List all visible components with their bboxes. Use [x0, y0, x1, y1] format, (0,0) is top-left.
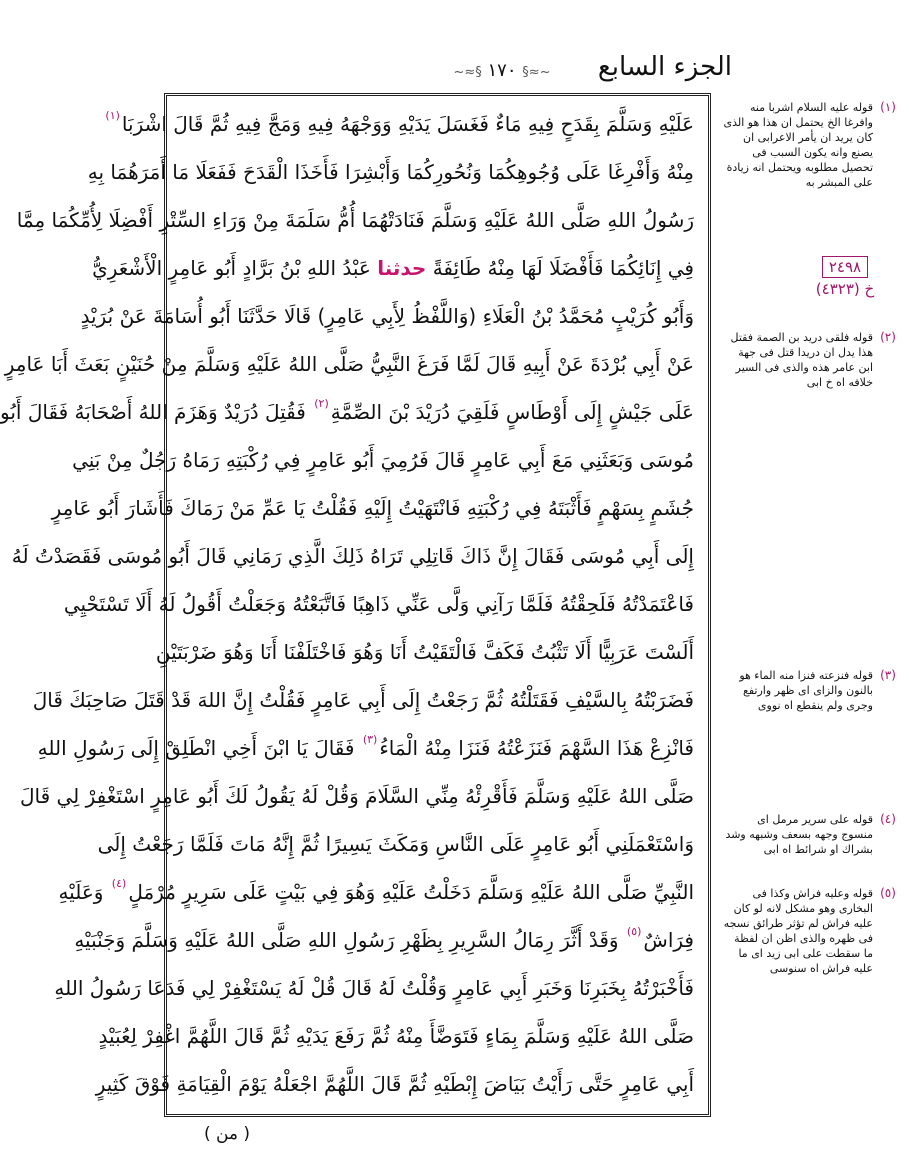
- text-line: [74, 914, 694, 966]
- cross-reference: [800, 256, 890, 298]
- footnote-ref[interactable]: (٢): [314, 397, 329, 410]
- text-line: أَلَسْتَ عَرَبِيًّا أَلَا تَثْبُتُ فَكَفَّ فَالْتَقَيْتُ أَنَا وَهُوَ فَاخْتَلَفْنَا أَنَا وَهُوَ ضَرْبَتَيْنِ: [155, 640, 694, 664]
- main-text-box: [0, 93, 711, 1117]
- ornament-right: §≈~: [522, 65, 551, 80]
- text-line: جُشَمٍ بِسَهْمٍ فَأَثْبَتَهُ فِي رُكْبَتِهِ فَانْتَهَيْتُ إِلَيْهِ فَقُلْتُ يَا عَمِّ مَنْ رَمَاكَ فَأَشَارَ أَبُو عَامِرٍ: [51, 496, 694, 520]
- text-segment: فَانْزِعْ هَذَا السَّهْمَ فَنَزَعْتُهُ فَنَزَا مِنْهُ الْمَاءُ: [379, 736, 694, 760]
- text-line: فَاعْتَمَدْتُهُ فَلَحِقْتُهُ فَلَمَّا رَآنِي وَلَّى عَنِّي ذَاهِبًا فَاتَّبَعْتُهُ وَجَعَلْتُ أَقُولُ لَهُ أَلَا تَسْتَحْيِي: [63, 592, 694, 616]
- text-segment: فَقُتِلَ دُرَيْدٌ وَهَزَمَ اللهُ أَصْحَابَهُ فَقَالَ أَبُو: [0, 400, 306, 424]
- footnote-ref[interactable]: (١): [105, 109, 120, 122]
- side-note-number: (٥): [880, 886, 896, 900]
- text-line: وَاسْتَعْمَلَنِي أَبُو عَامِرٍ عَلَى النَّاسِ وَمَكَثَ يَسِيرًا ثُمَّ إِنَّهُ مَاتَ فَلَمَّا رَجَعْتُ إِلَى: [97, 832, 694, 856]
- text-segment: فَقَالَ يَا ابْنَ أَخِي انْطَلِقْ إِلَى رَسُولِ اللهِ: [37, 736, 355, 760]
- text-line: فَأَخْبَرْتُهُ بِخَبَرِنَا وَخَبَرِ أَبِي عَامِرٍ وَقُلْتُ لَهُ قَالَ قُلْ لَهُ يَسْتَغْفِرْ لِي فَدَعَا رَسُولُ اللهِ: [54, 976, 694, 1000]
- text-line: [105, 98, 694, 150]
- side-note-text: قوله عليه السلام اشربا منه وافرغا الخ يحتمل ان هذا هو الذى كان يريد ان يأمر الاعرابى ان يصنع وانه يكون السبب فى تحصيل مطلوبه ويحتمل انه زيادة على المبشر به: [723, 101, 873, 189]
- text-line: إِلَى أَبِي مُوسَى فَقَالَ إِنَّ ذَاكَ قَاتِلِي تَرَاهُ ذَلِكَ الَّذِي رَمَانِي قَالَ أَبُو مُوسَى فَقَصَدْتُ لَهُ: [11, 544, 694, 568]
- text-line: عَنْ أَبِي بُرْدَةَ عَنْ أَبِيهِ قَالَ لَمَّا فَرَغَ النَّبِيُّ صَلَّى اللهُ عَلَيْهِ وَسَلَّمَ مِنْ حُنَيْنٍ بَعَثَ أَبَا عَامِرٍ: [4, 352, 694, 376]
- text-line: [58, 866, 694, 918]
- page-number: [402, 60, 602, 81]
- side-note-text: قوله وعليه فراش وكذا فى البخارى وهو مشكل لانه لو كان عليه فراش لم تؤثر طرائق نسجه فى ظهره والذى اظن ان لفظة ما سقطت على ابى زيد اى ما عليه فراش اه سنوسى: [723, 887, 873, 975]
- side-note-number: (٤): [880, 812, 896, 826]
- footnote-ref[interactable]: (٣): [362, 733, 378, 746]
- side-note-text: قوله فلقى دريد بن الصمة فقتل هذا يدل ان دريدا قتل فى جهة ابن عامر هذه والذى فى السير خلافه اه خ ابى: [730, 331, 873, 389]
- text-segment: النَّبِيِّ صَلَّى اللهُ عَلَيْهِ وَسَلَّمَ دَخَلْتُ عَلَيْهِ وَهُوَ فِي بَيْتٍ عَلَى سَرِيرٍ مُرْمَلٍ: [128, 880, 694, 904]
- text-line: مُوسَى وَبَعَثَنِي مَعَ أَبِي عَامِرٍ قَالَ فَرُمِيَ أَبُو عَامِرٍ فِي رُكْبَتِهِ رَمَاهُ رَجُلٌ مِنْ بَنِي: [72, 448, 694, 472]
- side-note-number: (١): [880, 100, 896, 114]
- volume-title: الجزء السابع: [597, 52, 732, 82]
- text-segment: فِي إِنَائِكُمَا فَأَفْضَلَا لَهَا مِنْهُ طَائِفَةً: [432, 256, 694, 280]
- text-line: فَضَرَبْتُهُ بِالسَّيْفِ فَقَتَلْتُهُ ثُمَّ رَجَعْتُ إِلَى أَبِي عَامِرٍ فَقُلْتُ إِنَّ اللهَ قَدْ قَتَلَ صَاحِبَكَ قَالَ: [32, 688, 694, 712]
- side-note-number: (٣): [880, 668, 896, 682]
- text-line: أَبِي عَامِرٍ حَتَّى رَأَيْتُ بَيَاضَ إِبْطَيْهِ ثُمَّ قَالَ اللَّهُمَّ اجْعَلْهُ يَوْمَ الْقِيَامَةِ فَوْقَ كَثِيرٍ: [95, 1072, 694, 1096]
- text-line: [0, 386, 694, 438]
- footnote-ref[interactable]: (٥): [626, 925, 642, 938]
- text-line: مِنْهُ وَأَفْرِغَا عَلَى وُجُوهِكُمَا وَنُحُورِكُمَا وَأَبْشِرَا فَأَخَذَا الْقَدَحَ فَفَعَلَا مَا أَمَرَهُمَا بِهِ: [87, 160, 694, 184]
- text-line: صَلَّى اللهُ عَلَيْهِ وَسَلَّمَ فَأَقْرِئْهُ مِنِّي السَّلَامَ وَقُلْ لَهُ يَقُولُ لَكَ أَبُو عَامِرٍ اسْتَغْفِرْ لِي قَالَ: [19, 784, 694, 808]
- haddathana-marker: حدثنا: [377, 256, 427, 280]
- text-segment: عَلَى جَيْشٍ إِلَى أَوْطَاسٍ فَلَقِيَ دُرَيْدَ بْنَ الصِّمَّةِ: [330, 400, 694, 424]
- ornament-left: ~≈§: [453, 65, 482, 80]
- bukhari-ref: خ (٤٣٢٣): [815, 280, 875, 298]
- text-line: رَسُولُ اللهِ صَلَّى اللهُ عَلَيْهِ وَسَلَّمَ فَنَادَتْهُمَا أُمُّ سَلَمَةَ مِنْ وَرَاءِ السِّتْرِ أَفْضِلَا لِأُمِّكُمَا مِمَّا: [16, 208, 694, 232]
- side-note-number: (٢): [880, 330, 896, 344]
- text-segment: فِرَاشٌ: [643, 928, 694, 952]
- page-number-value: ١٧٠: [487, 60, 517, 81]
- text-segment: وَعَلَيْهِ: [58, 880, 104, 904]
- text-segment: وَقَدْ أَثَّرَ رِمَالُ السَّرِيرِ بِظَهْرِ رَسُولِ اللهِ صَلَّى اللهُ عَلَيْهِ وَسَلَّمَ وَجَنْبَيْهِ: [74, 928, 619, 952]
- text-line: [37, 722, 694, 774]
- side-note-text: قوله فنزعته فنزا منه الماء هو بالنون والزاى اى ظهر وارتفع وجرى ولم ينقطع اه نووى: [739, 669, 873, 712]
- hadith-number-box: ٢٤٩٨: [822, 256, 868, 278]
- catchword: ( من ): [203, 1124, 251, 1144]
- text-line: [92, 242, 694, 294]
- side-note-text: قوله على سرير مرمل اى منسوج وجهه بسعف وشبهه وشد بشراك او شرائط اه ابى: [725, 813, 873, 856]
- text-segment: عَلَيْهِ وَسَلَّمَ بِقَدَحٍ فِيهِ مَاءٌ فَغَسَلَ يَدَيْهِ وَوَجْهَهُ فِيهِ وَمَجَّ فِيهِ ثُمَّ قَالَ اشْرَبَا: [121, 112, 694, 136]
- text-line: وَأَبُو كُرَيْبٍ مُحَمَّدُ بْنُ الْعَلَاءِ (وَاللَّفْظُ لِأَبِي عَامِرٍ) قَالَا حَدَّثَنَا أَبُو أُسَامَةَ عَنْ بُرَيْدٍ: [80, 304, 694, 328]
- text-line: صَلَّى اللهُ عَلَيْهِ وَسَلَّمَ بِمَاءٍ فَتَوَضَّأَ مِنْهُ ثُمَّ رَفَعَ يَدَيْهِ ثُمَّ قَالَ اللَّهُمَّ اغْفِرْ لِعُبَيْدٍ: [98, 1024, 694, 1048]
- footnote-ref[interactable]: (٤): [111, 877, 127, 890]
- text-segment: عَبْدُ اللهِ بْنُ بَرَّادٍ أَبُو عَامِرٍ الْأَشْعَرِيُّ: [92, 256, 371, 280]
